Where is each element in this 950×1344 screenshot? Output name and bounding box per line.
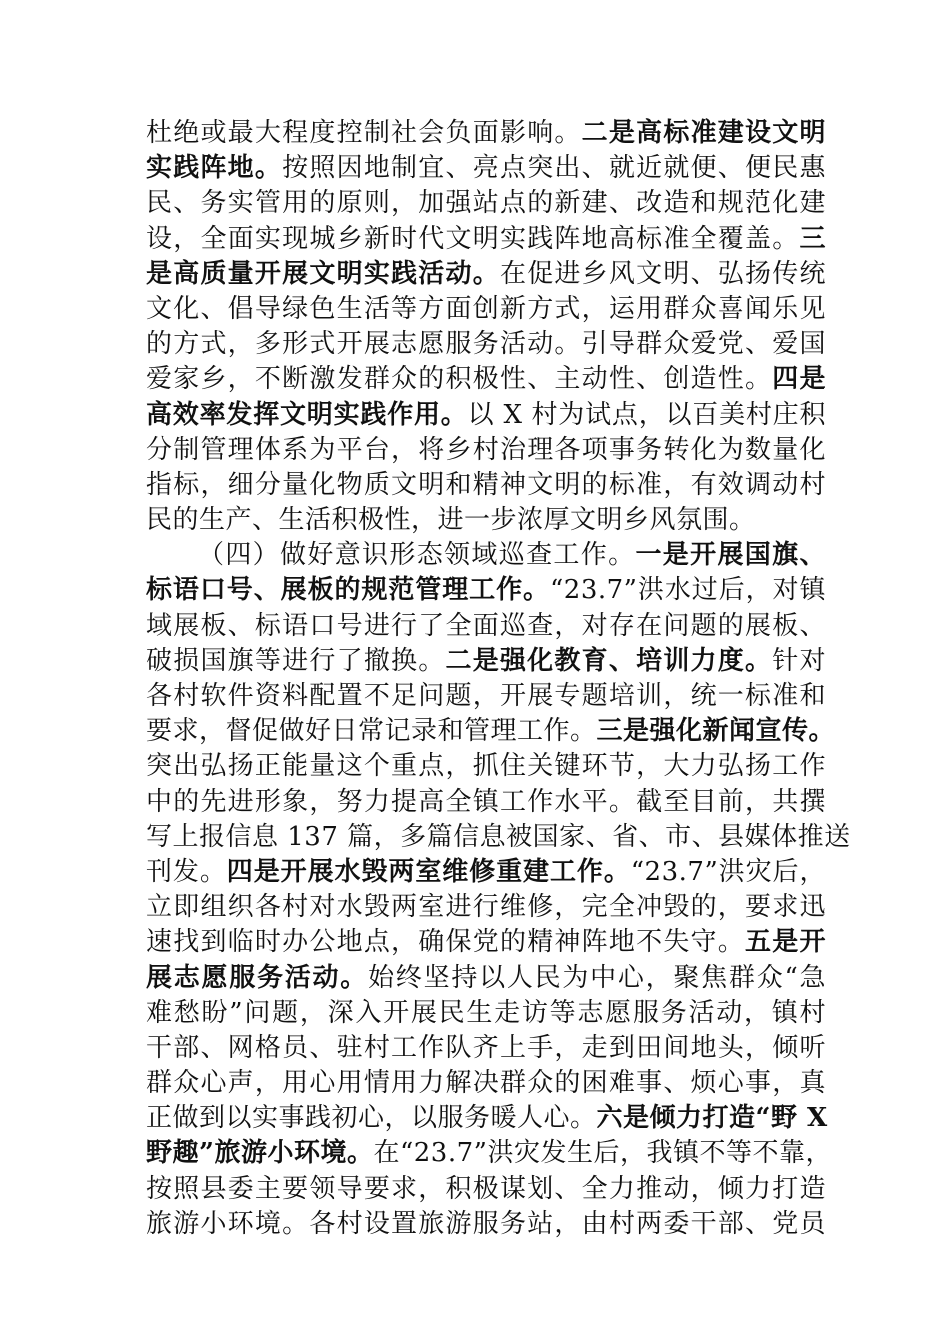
text-segment: 要求，督促做好日常记录和管理工作。 xyxy=(146,716,597,747)
text-line xyxy=(146,679,826,714)
text-segment: 干部、网格员、驻村工作队齐上手，走到田间地头，倾听 xyxy=(146,1032,826,1063)
text-segment: 始终坚持以人民为中心，聚焦群众“急 xyxy=(368,962,826,993)
text-line xyxy=(146,855,826,890)
text-segment: 中的先进形象，努力提高全镇工作水平。截至目前，共撰 xyxy=(146,786,826,817)
text-segment: “23.7”洪水过后，对镇 xyxy=(549,575,826,606)
bold-text-segment: 三 xyxy=(799,223,826,254)
bold-text-segment: 六是倾力打造“野 X xyxy=(596,1103,828,1134)
text-segment: 破损国旗等进行了撤换。 xyxy=(146,645,446,676)
text-line xyxy=(146,785,826,820)
text-segment: 按照县委主要领导要求，积极谋划、全力推动，倾力打造 xyxy=(146,1173,826,1204)
text-segment: 按照因地制宜、亮点突出、就近就便、便民惠 xyxy=(282,153,826,184)
bold-text-segment: 是高质量开展文明实践活动。 xyxy=(146,258,500,289)
bold-text-segment: 四是 xyxy=(772,364,826,395)
text-segment: 杜绝或最大程度控制社会负面影响。 xyxy=(146,118,582,148)
text-segment: 文化、倡导绿色生活等方面创新方式，运用群众喜闻乐见 xyxy=(146,293,826,324)
text-segment: 旅游小环境。各村设置旅游服务站，由村两委干部、党员 xyxy=(146,1208,826,1239)
text-segment: 各村软件资料配置不足问题，开展专题培训，统一标准和 xyxy=(146,681,826,711)
text-line xyxy=(146,1172,826,1207)
text-line xyxy=(146,749,826,784)
text-line xyxy=(146,961,826,996)
text-segment: 爱家乡，不断激发群众的积极性、主动性、创造性。 xyxy=(146,364,773,395)
text-line xyxy=(146,292,826,327)
bold-text-segment: 二是高标准建设文明 xyxy=(581,118,826,148)
text-segment: 难愁盼”问题，深入开展民生走访等志愿服务活动，镇村 xyxy=(146,997,826,1028)
text-line xyxy=(146,433,826,468)
text-segment: 写上报信息 137 篇，多篇信息被国家、省、市、县媒体推送 xyxy=(146,821,851,852)
text-segment: 分制管理体系为平台，将乡村治理各项事务转化为数量化 xyxy=(146,434,826,465)
bold-text-segment: 标语口号、展板的规范管理工作。 xyxy=(146,575,550,606)
text-line xyxy=(146,1031,826,1066)
text-line xyxy=(146,890,826,925)
bold-text-segment: 高效率发挥文明实践作用。 xyxy=(146,399,468,430)
text-line xyxy=(146,996,826,1031)
text-segment: “23.7”洪灾后， xyxy=(630,856,826,887)
bold-text-segment: 野趣”旅游小环境。 xyxy=(146,1138,374,1169)
text-line xyxy=(146,1101,826,1136)
bold-text-segment: 四是开展水毁两室维修重建工作。 xyxy=(226,856,631,887)
text-segment: 指标，细分量化物质文明和精神文明的标准，有效调动村 xyxy=(146,469,826,500)
bold-text-segment: 二是强化教育、培训力度。 xyxy=(445,645,773,676)
document-body xyxy=(146,116,851,1242)
text-line xyxy=(146,257,826,292)
text-line xyxy=(146,644,826,679)
text-line xyxy=(146,222,826,257)
text-line xyxy=(146,714,836,749)
text-segment: 正做到以实事践初心，以服务暖人心。 xyxy=(146,1103,597,1134)
text-segment: 突出弘扬正能量这个重点，抓住关键环节，大力弘扬工作 xyxy=(146,751,826,782)
text-segment: （四）做好意识形态领域巡查工作。 xyxy=(198,540,636,571)
bold-text-segment: 五是开 xyxy=(745,927,826,958)
text-line xyxy=(146,503,826,538)
text-segment: 速找到临时办公地点，确保党的精神阵地不失守。 xyxy=(146,927,746,958)
text-segment: 针对 xyxy=(772,645,826,676)
bold-text-segment: 一是开展国旗、 xyxy=(635,540,826,571)
text-line xyxy=(146,327,826,362)
bold-text-segment: 三是强化新闻宣传。 xyxy=(596,716,836,747)
text-line xyxy=(146,538,826,573)
text-segment: 的方式，多形式开展志愿服务活动。引导群众爱党、爱国 xyxy=(146,329,826,360)
text-line xyxy=(146,820,851,855)
text-segment: 在“23.7”洪灾发生后，我镇不等不靠， xyxy=(373,1138,832,1169)
text-line xyxy=(146,362,826,397)
text-segment: 民、务实管用的原则，加强站点的新建、改造和规范化建 xyxy=(146,188,826,219)
text-segment: 以 X 村为试点，以百美村庄积 xyxy=(467,399,826,430)
text-segment: 设，全面实现城乡新时代文明实践阵地高标准全覆盖。 xyxy=(146,223,800,254)
text-segment: 民的生产、生活积极性，进一步浓厚文明乡风氛围。 xyxy=(146,505,756,536)
text-line xyxy=(146,468,826,503)
text-line xyxy=(146,609,826,644)
text-line xyxy=(146,398,826,433)
text-line xyxy=(146,151,826,186)
text-line xyxy=(146,116,826,151)
text-segment: 立即组织各村对水毁两室进行维修，完全冲毁的，要求迅 xyxy=(146,892,826,923)
text-line xyxy=(146,186,826,221)
text-line xyxy=(146,1207,826,1242)
bold-text-segment: 展志愿服务活动。 xyxy=(146,962,369,993)
text-segment: 在促进乡风文明、弘扬传统 xyxy=(499,258,826,289)
bold-text-segment: 实践阵地。 xyxy=(146,153,283,184)
text-line xyxy=(146,1136,832,1171)
text-segment: 域展板、标语口号进行了全面巡查，对存在问题的展板、 xyxy=(146,610,826,641)
text-line xyxy=(146,925,826,960)
text-line xyxy=(146,573,826,608)
text-line xyxy=(146,1066,826,1101)
text-segment: 刊发。 xyxy=(146,856,227,887)
text-segment: 群众心声，用心用情用力解决群众的困难事、烦心事，真 xyxy=(146,1068,826,1099)
